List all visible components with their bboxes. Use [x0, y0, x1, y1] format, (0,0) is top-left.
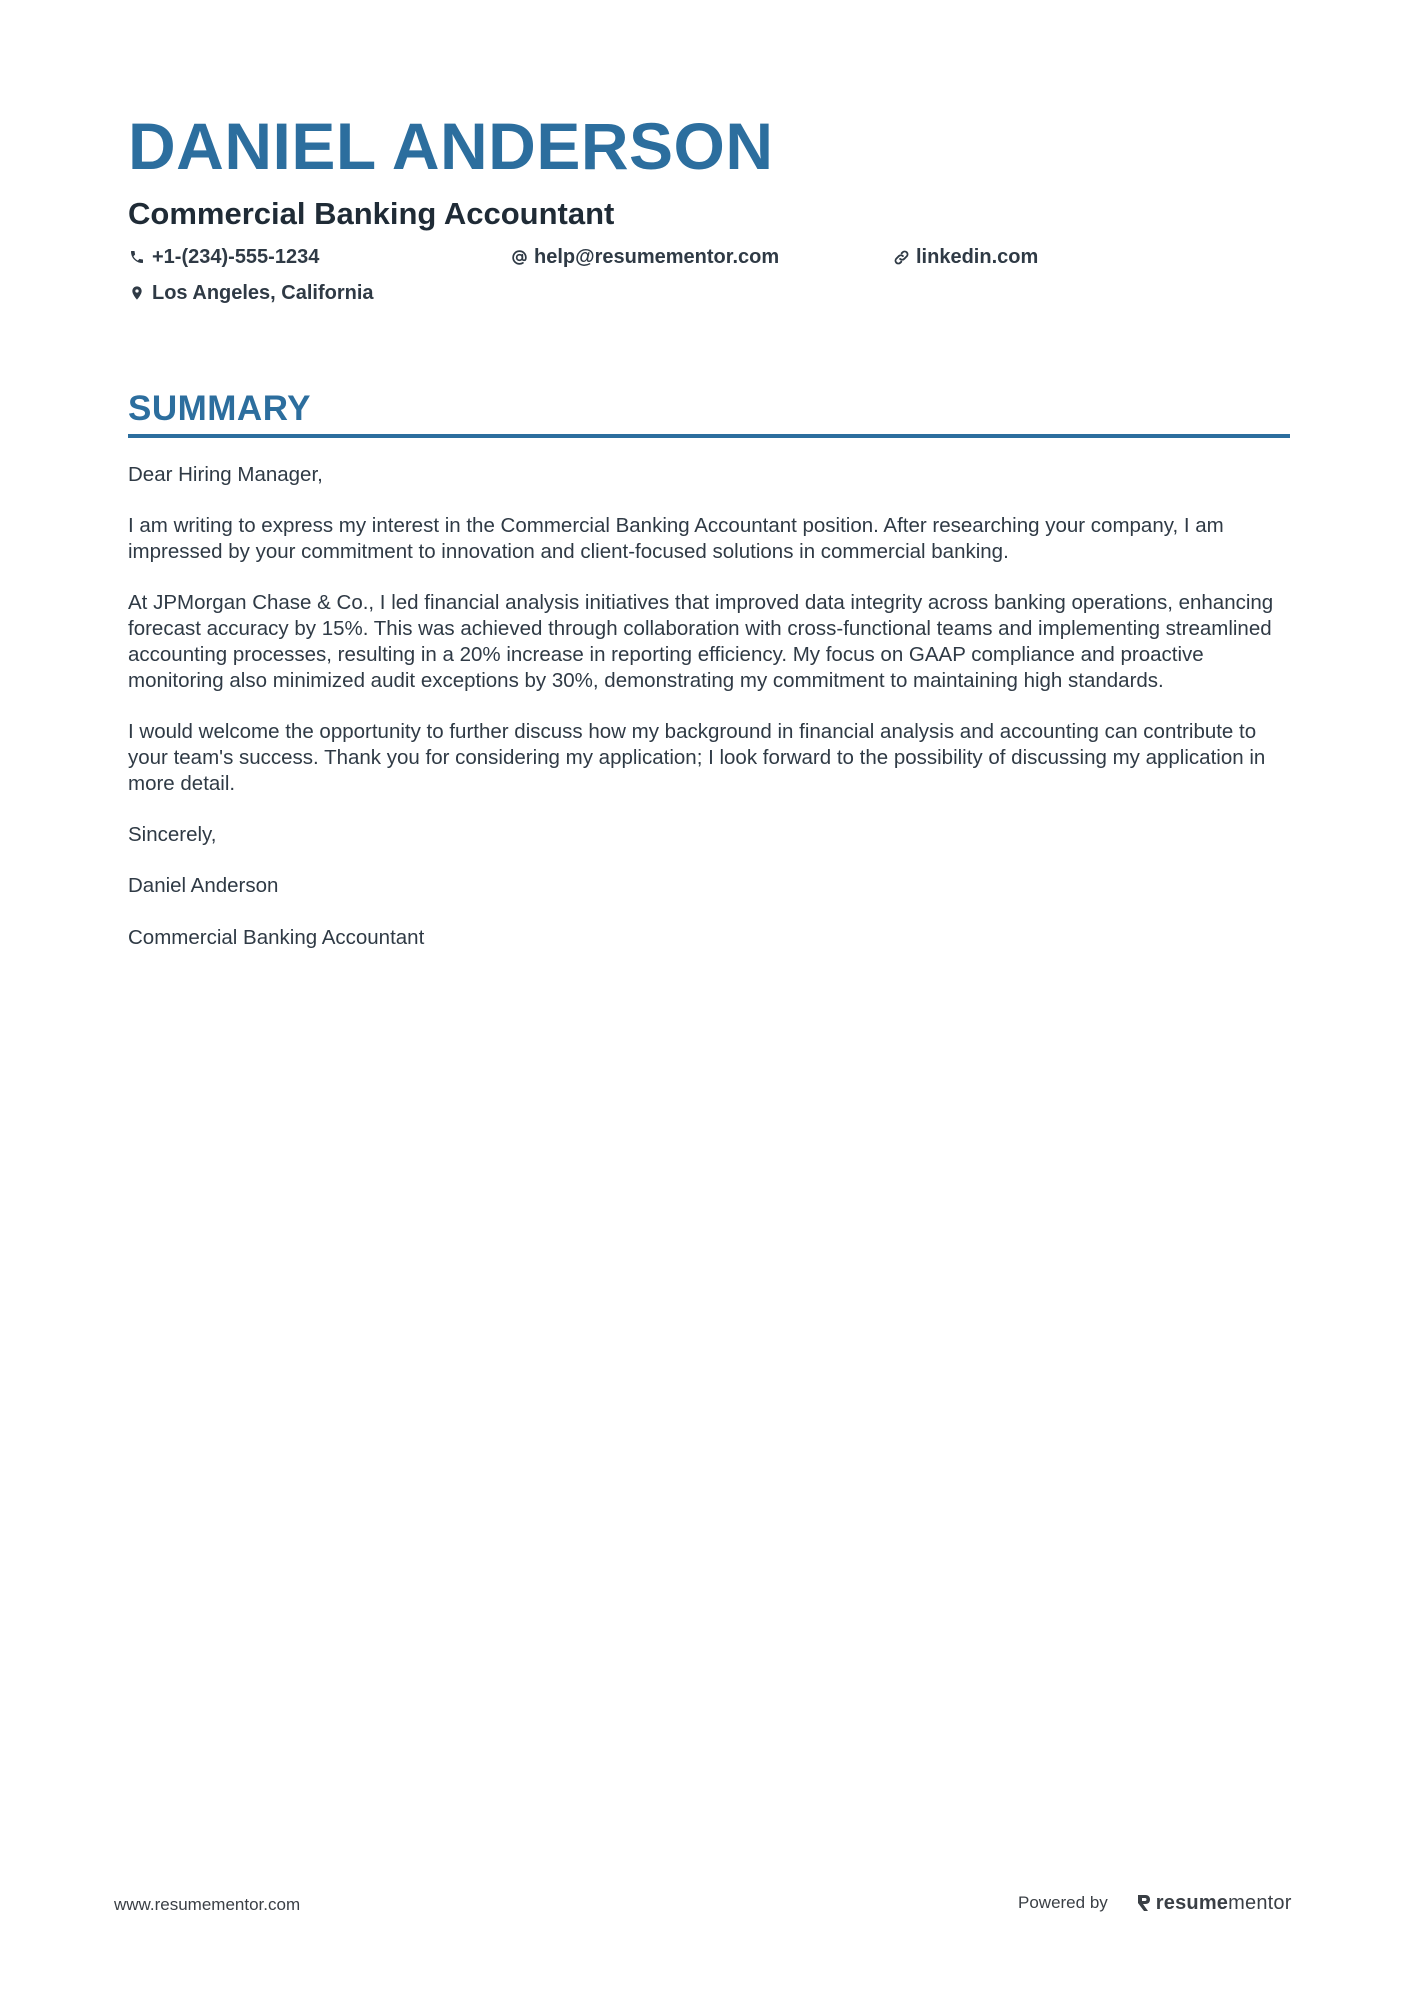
powered-by: [1018, 1891, 1292, 1915]
brand-name-bold: resume: [1155, 1892, 1229, 1914]
letter-paragraph: At JPMorgan Chase & Co., I led financial analysis initiatives that improved data integrity across banking operations, enhancing forecast accuracy by 15%. This was achieved through collaboration with cross-functional teams and implementing streamlined accounting processes, resulting in a 20% increase in reporting efficiency. My focus on GAAP compliance and proactive monitoring also minimized audit exceptions by 30%, demonstrating my commitment to maintaining high standards.: [128, 591, 1274, 692]
section-title: SUMMARY: [128, 389, 312, 428]
at-icon: [510, 248, 528, 266]
contact-info: [128, 244, 1288, 306]
footer-website-link[interactable]: www.resumementor.com: [114, 1895, 301, 1914]
location-text: Los Angeles, California: [152, 282, 374, 304]
job-title: Commercial Banking Accountant: [128, 196, 615, 231]
header: [128, 110, 1288, 306]
section-divider: [128, 434, 1290, 438]
resumementor-logo-icon: [1136, 1893, 1152, 1913]
letter-greeting: Dear Hiring Manager,: [128, 463, 323, 486]
powered-by-label: Powered by: [1018, 1893, 1108, 1912]
brand-name: [1156, 1891, 1292, 1915]
link-icon: [892, 248, 910, 266]
contact-linkedin[interactable]: [892, 244, 1274, 270]
candidate-name: DANIEL ANDERSON: [128, 109, 774, 183]
map-pin-icon: [128, 284, 146, 302]
contact-location: [128, 280, 510, 306]
signature-title: Commercial Banking Accountant: [128, 925, 425, 949]
brand-logo[interactable]: [1136, 1891, 1292, 1915]
contact-phone: [128, 244, 510, 270]
summary-section: [128, 388, 1290, 976]
signature-name: Daniel Anderson: [128, 874, 279, 898]
letter-paragraph: I am writing to express my interest in the Commercial Banking Accountant position. After researching your company, I am impressed by your commitment to innovation and client-focused solutions in commercial banking.: [128, 514, 1224, 564]
phone-icon: [128, 248, 146, 266]
letter-closing: Sincerely,: [128, 822, 217, 846]
brand-name-regular: mentor: [1228, 1892, 1292, 1914]
linkedin-text: linkedin.com: [916, 246, 1039, 268]
contact-email[interactable]: [510, 244, 892, 270]
email-text: help@resumementor.com: [534, 246, 780, 268]
cover-letter-body: [128, 462, 1290, 950]
letter-paragraph: I would welcome the opportunity to further discuss how my background in financial analysis and accounting can contribute to your team's success. Thank you for considering my application; I look forward to the possibility of discussing my application in more detail.: [128, 720, 1266, 795]
phone-text: +1-(234)-555-1234: [152, 246, 320, 268]
